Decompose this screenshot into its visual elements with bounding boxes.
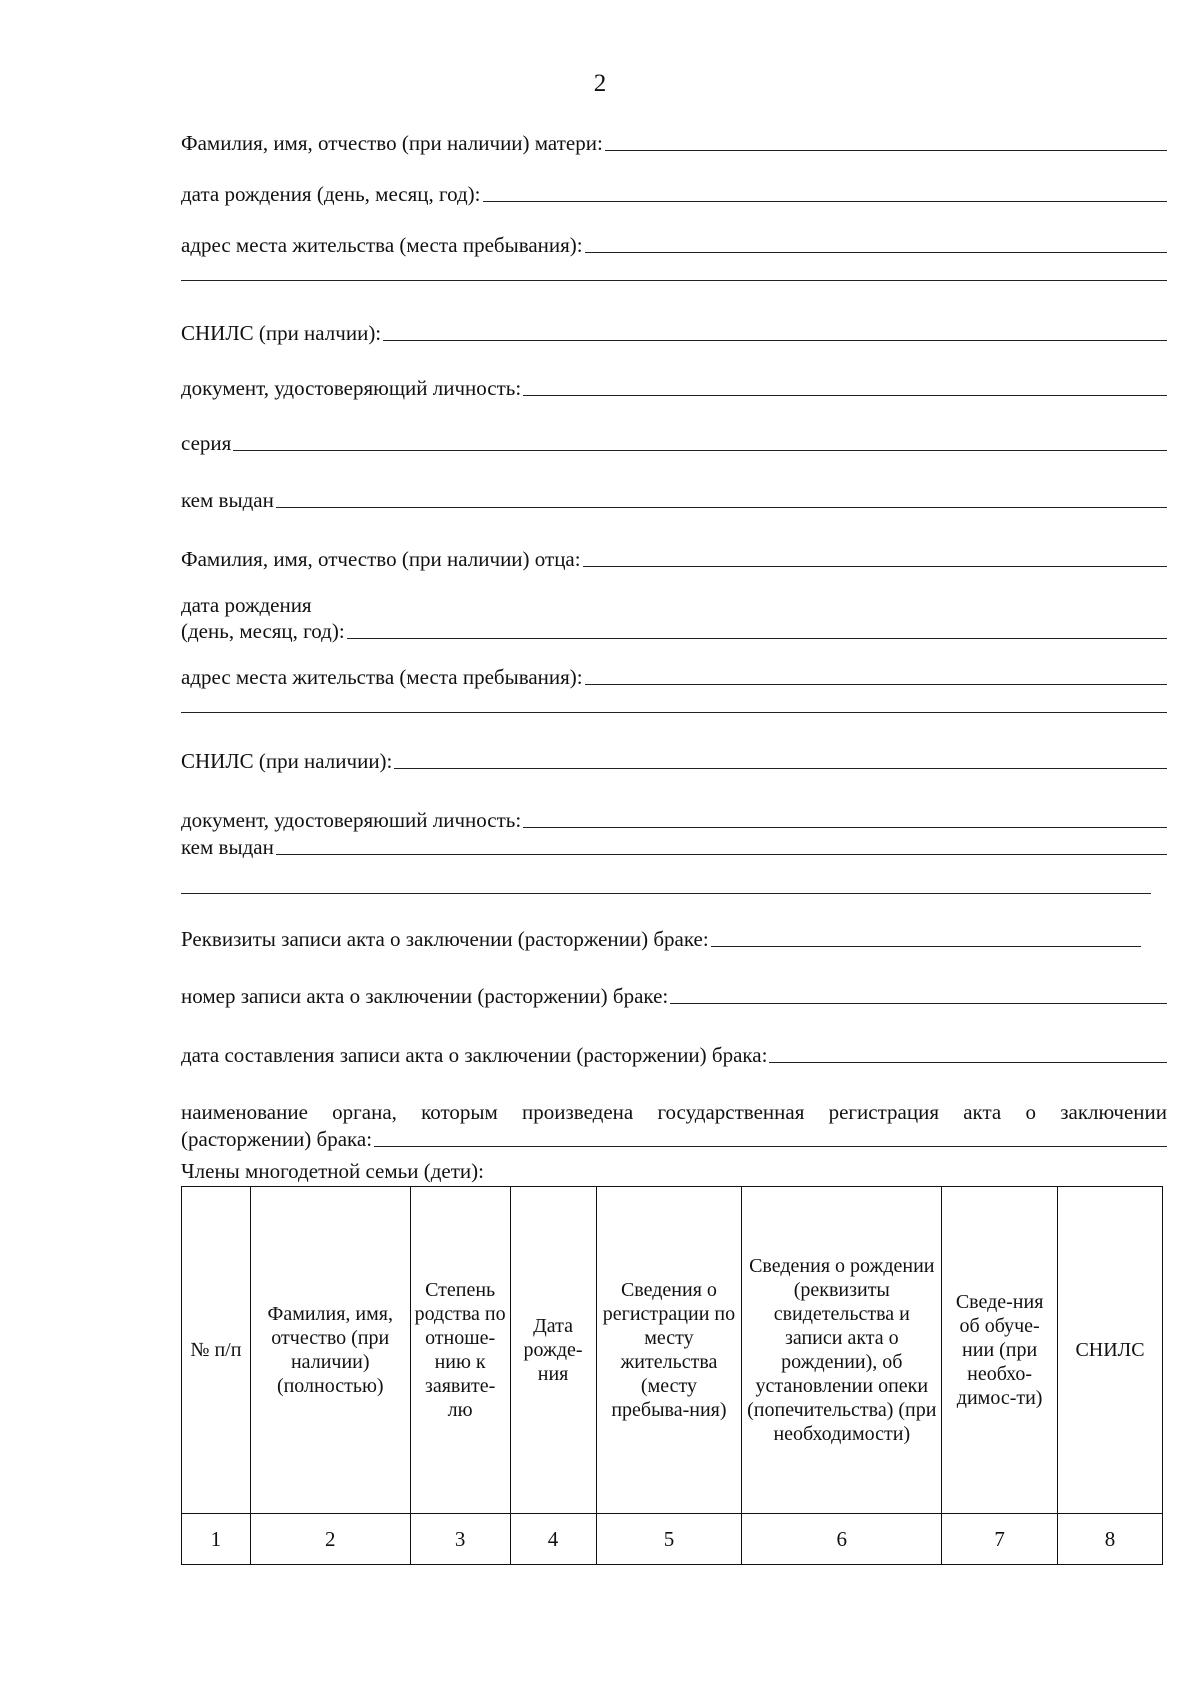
mother-birth-date-row: [181, 181, 1167, 207]
mother-id-document-row: [181, 375, 1167, 401]
mother-fio-row: [181, 130, 1167, 156]
marriage-record-date-field[interactable]: [769, 1062, 1167, 1063]
father-id-document-field[interactable]: [523, 827, 1167, 828]
father-fio-field[interactable]: [583, 566, 1167, 567]
column-number-cell: 1: [182, 1514, 251, 1565]
father-birth-date-row: [181, 618, 1167, 644]
mother-issued-by-label: кем выдан: [181, 488, 274, 512]
header-snils: СНИЛС: [1058, 1187, 1163, 1514]
father-issued-by-continuation-field[interactable]: [181, 893, 1151, 894]
father-issued-by-row: [181, 834, 1167, 860]
marriage-authority-field[interactable]: [374, 1146, 1167, 1147]
marriage-record-number-field[interactable]: [670, 1003, 1167, 1004]
father-fio-row: [181, 546, 1167, 572]
mother-address-continuation-field[interactable]: [181, 280, 1167, 281]
column-number-cell: 6: [742, 1514, 942, 1565]
father-id-document-label: документ, удостоверяюший личность:: [181, 808, 522, 832]
column-number-cell: 4: [510, 1514, 596, 1565]
column-number-cell: 2: [250, 1514, 410, 1565]
marriage-record-number-row: [181, 983, 1167, 1009]
father-id-document-row: [181, 807, 1167, 833]
header-education: Сведе-ния об обуче-нии (при необхо-димос-ти): [942, 1187, 1058, 1514]
header-fio: Фамилия, имя, отчество (при наличии) (полностью): [250, 1187, 410, 1514]
mother-series-field[interactable]: [233, 450, 1167, 451]
mother-address-field[interactable]: [585, 252, 1167, 253]
mother-fio-label: Фамилия, имя, отчество (при наличии) матери:: [181, 131, 603, 155]
mother-series-row: [181, 430, 1167, 456]
father-fio-label: Фамилия, имя, отчество (при наличии) отца:: [181, 547, 581, 571]
marriage-record-number-label: номер записи акта о заключении (расторжении) браке:: [181, 984, 669, 1008]
marriage-record-date-row: [181, 1042, 1167, 1068]
marriage-requisites-label: Реквизиты записи акта о заключении (расторжении) браке:: [181, 927, 709, 951]
marriage-authority-row: [181, 1126, 1167, 1152]
mother-id-document-label: документ, удостоверяющий личность:: [181, 376, 522, 400]
column-number-cell: 8: [1058, 1514, 1163, 1565]
mother-birth-date-field[interactable]: [483, 201, 1167, 202]
header-registration: Сведения о регистрации по месту жительства (месту пребыва-ния): [596, 1187, 742, 1514]
father-snils-row: [181, 748, 1167, 774]
mother-snils-label: СНИЛС (при налчии):: [181, 321, 382, 345]
column-number-cell: 7: [942, 1514, 1058, 1565]
marriage-authority-label-line1: наименование органа, которым произведена государственная регистрация акта о заключении: [181, 1100, 1167, 1124]
header-birth-date: Дата рожде-ния: [510, 1187, 596, 1514]
mother-id-document-field[interactable]: [523, 395, 1167, 396]
father-birth-date-label: (день, месяц, год):: [181, 619, 345, 643]
father-address-row: [181, 664, 1167, 690]
mother-address-label: адрес места жительства (места пребывания):: [181, 233, 583, 257]
mother-issued-by-row: [181, 487, 1167, 513]
father-issued-by-field[interactable]: [276, 854, 1167, 855]
father-snils-label: СНИЛС (при наличии):: [181, 749, 393, 773]
marriage-requisites-field[interactable]: [711, 946, 1141, 947]
father-snils-field[interactable]: [394, 768, 1167, 769]
marriage-authority-label: (расторжении) брака:: [181, 1127, 373, 1151]
mother-address-row: [181, 232, 1167, 258]
children-table-title: Члены многодетной семьи (дети):: [181, 1159, 484, 1183]
marriage-requisites-row: [181, 926, 1141, 952]
children-table-column-numbers-row: [182, 1514, 1163, 1565]
column-number-cell: 3: [410, 1514, 510, 1565]
father-issued-by-label: кем выдан: [181, 835, 274, 859]
father-birth-date-field[interactable]: [347, 638, 1167, 639]
marriage-record-date-label: дата составления записи акта о заключении (расторжении) брака:: [181, 1043, 768, 1067]
mother-issued-by-field[interactable]: [276, 507, 1167, 508]
header-number: № п/п: [182, 1187, 251, 1514]
mother-series-label: серия: [181, 431, 232, 455]
mother-birth-date-label: дата рождения (день, месяц, год):: [181, 182, 481, 206]
column-number-cell: 5: [596, 1514, 742, 1565]
father-address-continuation-field[interactable]: [181, 712, 1167, 713]
page-number: 2: [593, 70, 607, 97]
mother-snils-row: [181, 320, 1167, 346]
children-table: [181, 1186, 1163, 1565]
mother-fio-field[interactable]: [605, 150, 1167, 151]
children-table-header-row: [182, 1187, 1163, 1514]
header-birth-info: Сведения о рождении (реквизиты свидетельства и записи акта о рождении), об установлении опеки (попечительства) (при необходимости): [742, 1187, 942, 1514]
father-address-label: адрес места жительства (места пребывания):: [181, 665, 583, 689]
father-address-field[interactable]: [585, 684, 1167, 685]
header-relationship: Степень родства по отноше-нию к заявите-лю: [410, 1187, 510, 1514]
father-birth-date-label-line1: дата рождения: [181, 593, 312, 617]
mother-snils-field[interactable]: [383, 340, 1167, 341]
